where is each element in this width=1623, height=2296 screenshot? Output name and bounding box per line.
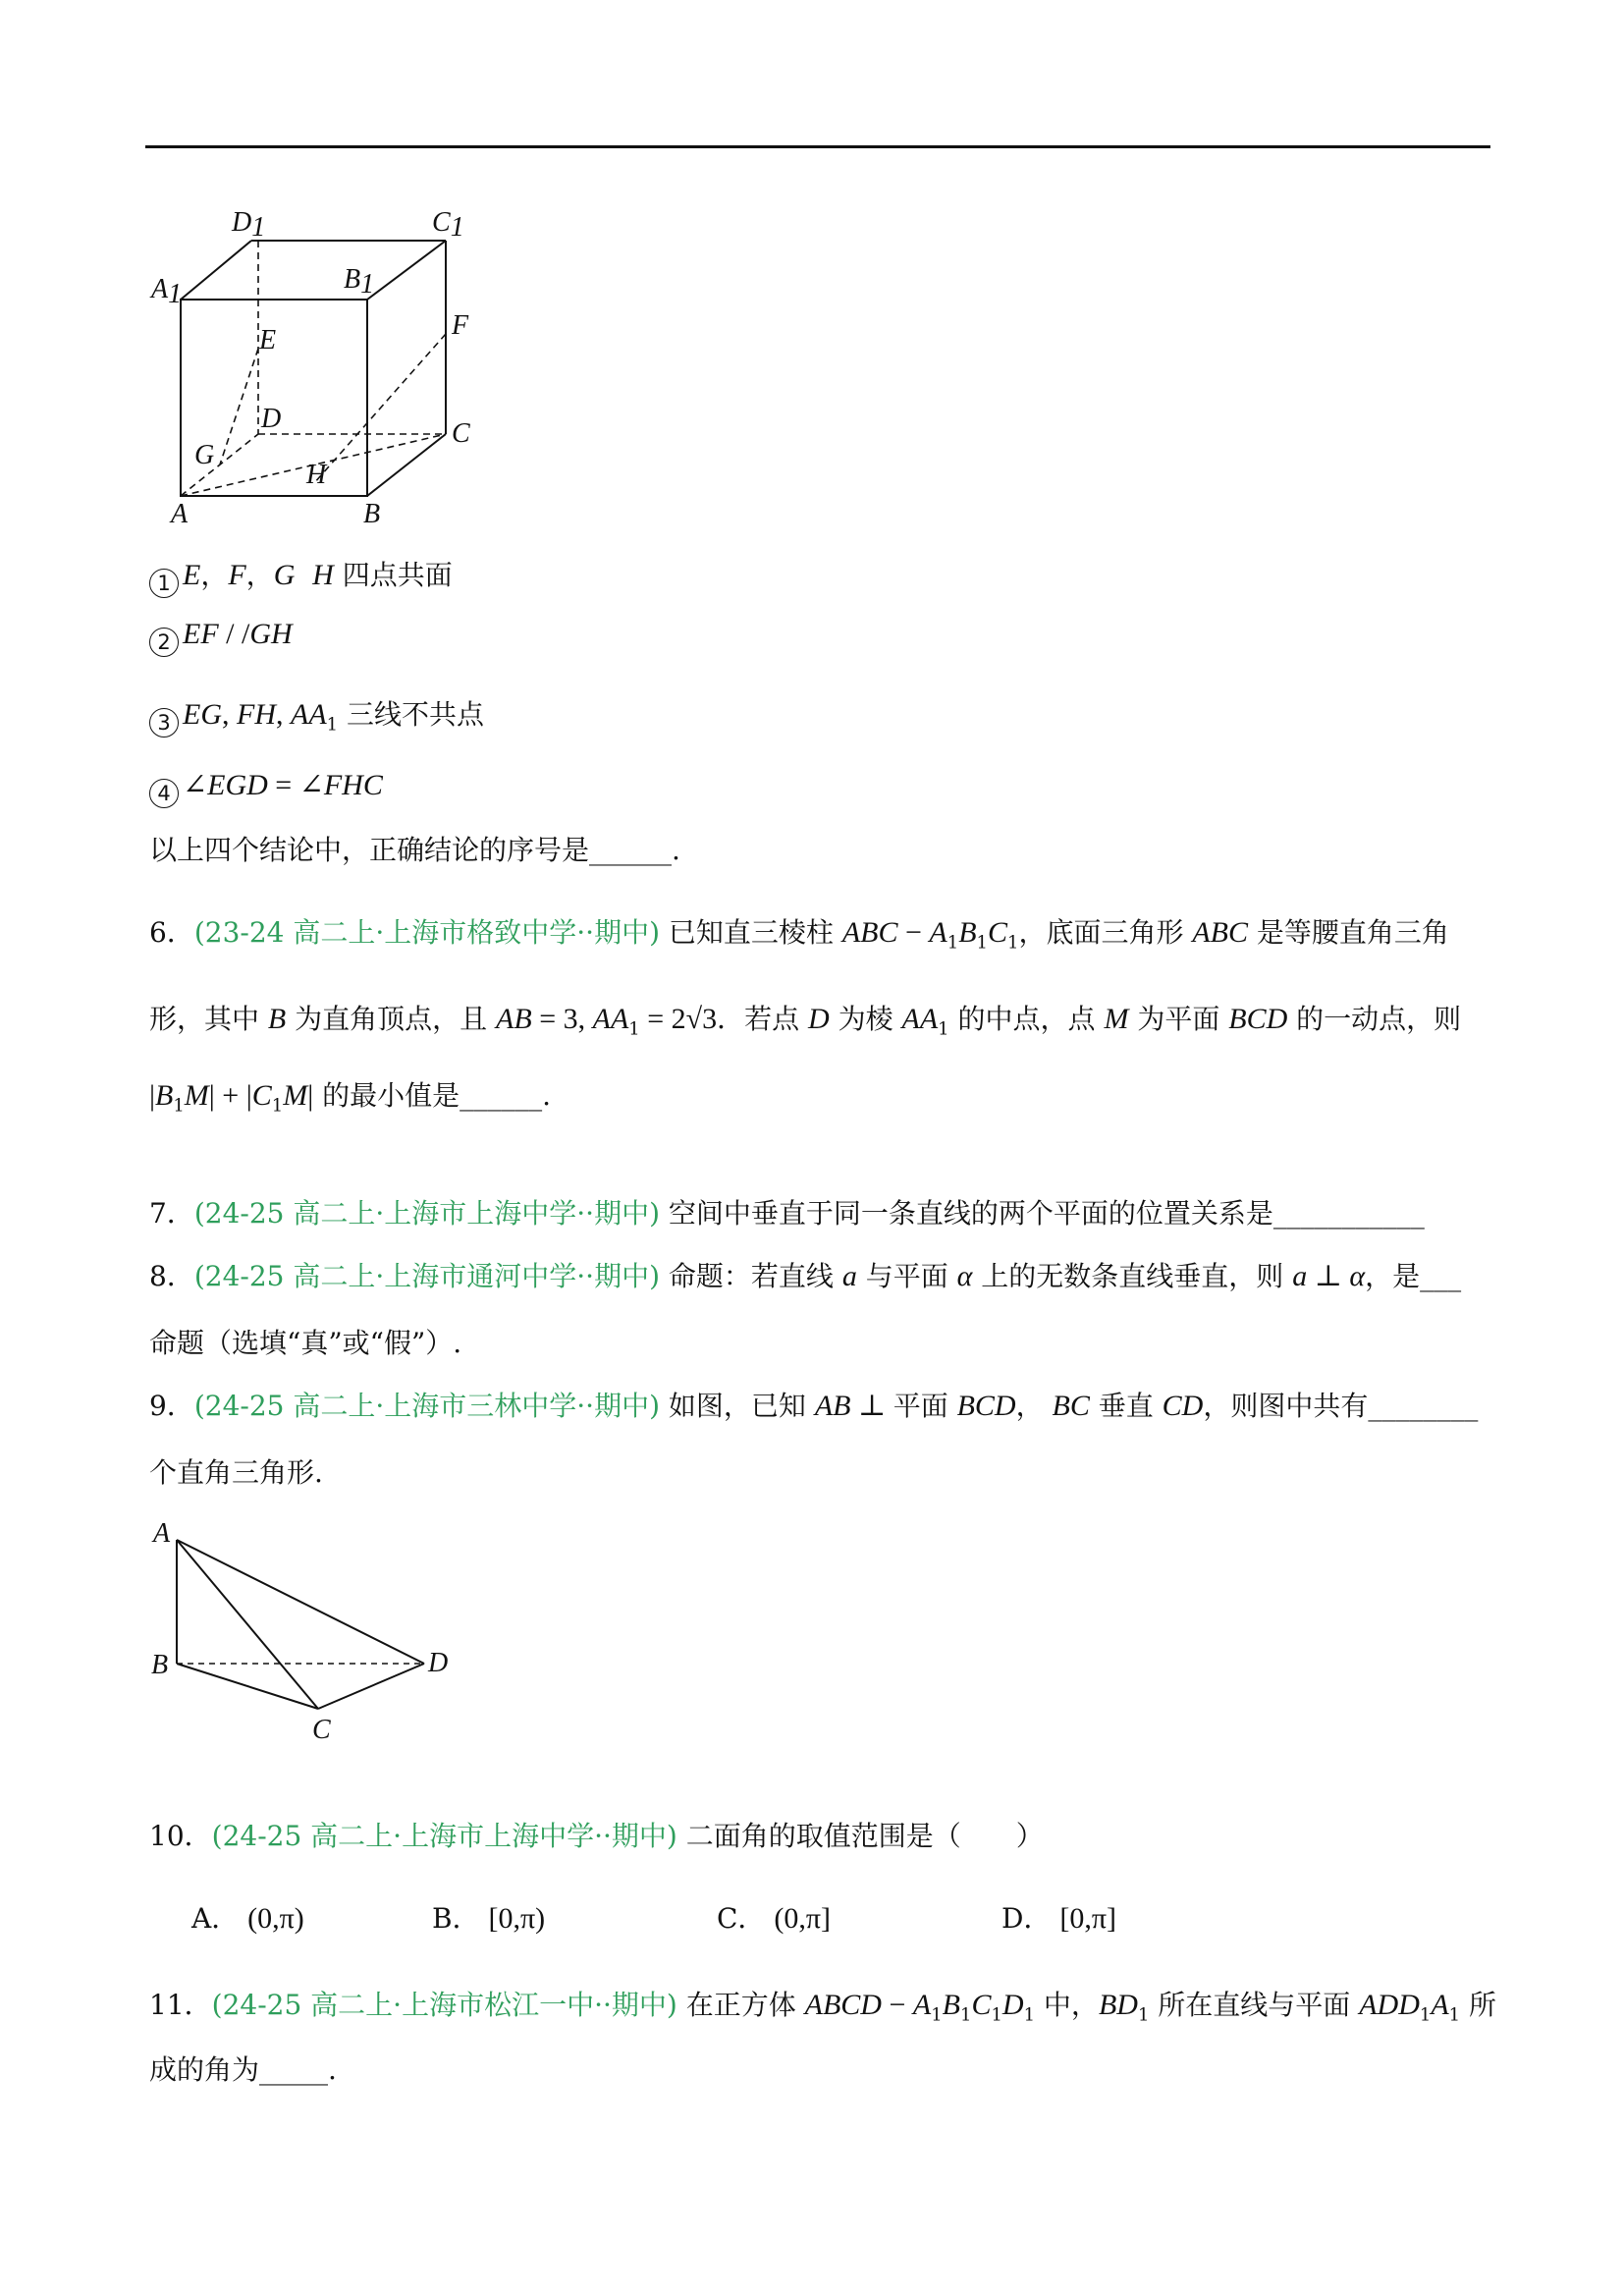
cube-figure (137, 206, 511, 530)
label-a1: A1 (151, 274, 183, 309)
q8-line-1: 8．(24-25 高二上·上海市通河中学··期中) 命题：若直线 a 与平面 α 上的无数条直线垂直，则 a ⊥ α，是___ (149, 1260, 1462, 1292)
q7: 7．(24-25 高二上·上海市上海中学··期中) 空间中垂直于同一条直线的两个平面的位置关系是___________ (149, 1197, 1425, 1230)
q7-source: (24-25 高二上·上海市上海中学··期中) (193, 1197, 660, 1230)
header-rule (145, 145, 1490, 148)
q10-source: (24-25 高二上·上海市上海中学··期中) (211, 1820, 677, 1852)
label-e: E (259, 325, 277, 355)
q5-question: 以上四个结论中，正确结论的序号是______. (149, 834, 680, 866)
q6-source: (23-24 高二上·上海市格致中学··期中) (193, 916, 660, 949)
label-a: A (171, 499, 189, 529)
segment-fh (314, 334, 446, 483)
q10-option-a[interactable]: A． (0,π) (191, 1902, 304, 1935)
q10-option-d[interactable]: D． [0,π] (1001, 1902, 1116, 1935)
label-a: A (153, 1518, 171, 1549)
label-f: F (452, 310, 469, 341)
cube-edge (367, 241, 446, 300)
q6-line-2: 形，其中 B 为直角顶点，且 AB = 3, $AA_1 = 2√3$．若点 D 为棱 $AA_1$ 的中点，点 M 为平面 BCD 的一动点，则 (149, 1003, 1462, 1040)
q6-line-3: $|B_1M| + |C_1M|$ 的最小值是______. (149, 1079, 552, 1117)
label-c: C (312, 1715, 331, 1745)
q9-line-1: 9．(24-25 高二上·上海市三林中学··期中) 如图，已知 AB ⊥ 平面 BCD， BC 垂直 CD，则图中共有________ (149, 1390, 1479, 1422)
q5-item-2: 2 EF / /GH (149, 617, 293, 657)
label-g: G (194, 440, 215, 470)
q11-line-1: 11．(24-25 高二上·上海市松江一中··期中) 在正方体 ABCD − $A_1B_1C_1D_1$ 中，$BD_1$ 所在直线与平面 $ADD_1A_1$ 所 (149, 1989, 1496, 2026)
label-c: C (452, 418, 470, 449)
tetrahedron-figure (137, 1512, 471, 1748)
q10-option-c[interactable]: C． (0,π] (717, 1902, 831, 1935)
q11-source: (24-25 高二上·上海市松江一中··期中) (211, 1989, 677, 2021)
q9-source: (24-25 高二上·上海市三林中学··期中) (193, 1390, 660, 1422)
cube-edge (181, 241, 251, 300)
label-d1: D1 (232, 207, 266, 243)
label-b: B (363, 499, 381, 529)
cube-edge (367, 434, 446, 496)
label-c1: C1 (432, 207, 464, 243)
label-h: H (306, 460, 327, 490)
q5-item-3: 3 EG, FH, $AA_1$ 三线不共点 (149, 697, 484, 743)
q5-item-1: 1 E，F，G H 四点共面 (149, 558, 453, 598)
q9-line-2: 个直角三角形. (149, 1456, 323, 1489)
label-b: B (151, 1650, 169, 1680)
label-d: D (261, 404, 282, 434)
segment-eg (220, 349, 258, 465)
q11-line-2: 成的角为_____. (149, 2053, 337, 2086)
q8-source: (24-25 高二上·上海市通河中学··期中) (193, 1260, 660, 1292)
label-b1: B1 (344, 264, 375, 300)
q6-line-1: 6．(23-24 高二上·上海市格致中学··期中) 已知直三棱柱 ABC − $A_1B_1C_1$，底面三角形 ABC 是等腰直角三角 (149, 916, 1449, 954)
label-d: D (428, 1648, 449, 1678)
q8-line-2: 命题（选填“真”或“假”）. (149, 1327, 462, 1359)
q10: 10．(24-25 高二上·上海市上海中学··期中) 二面角的取值范围是（ ） (149, 1820, 1044, 1852)
q10-option-b[interactable]: B． [0,π) (432, 1902, 546, 1935)
q5-item-4: 4 ∠EGD = ∠FHC (149, 768, 383, 808)
